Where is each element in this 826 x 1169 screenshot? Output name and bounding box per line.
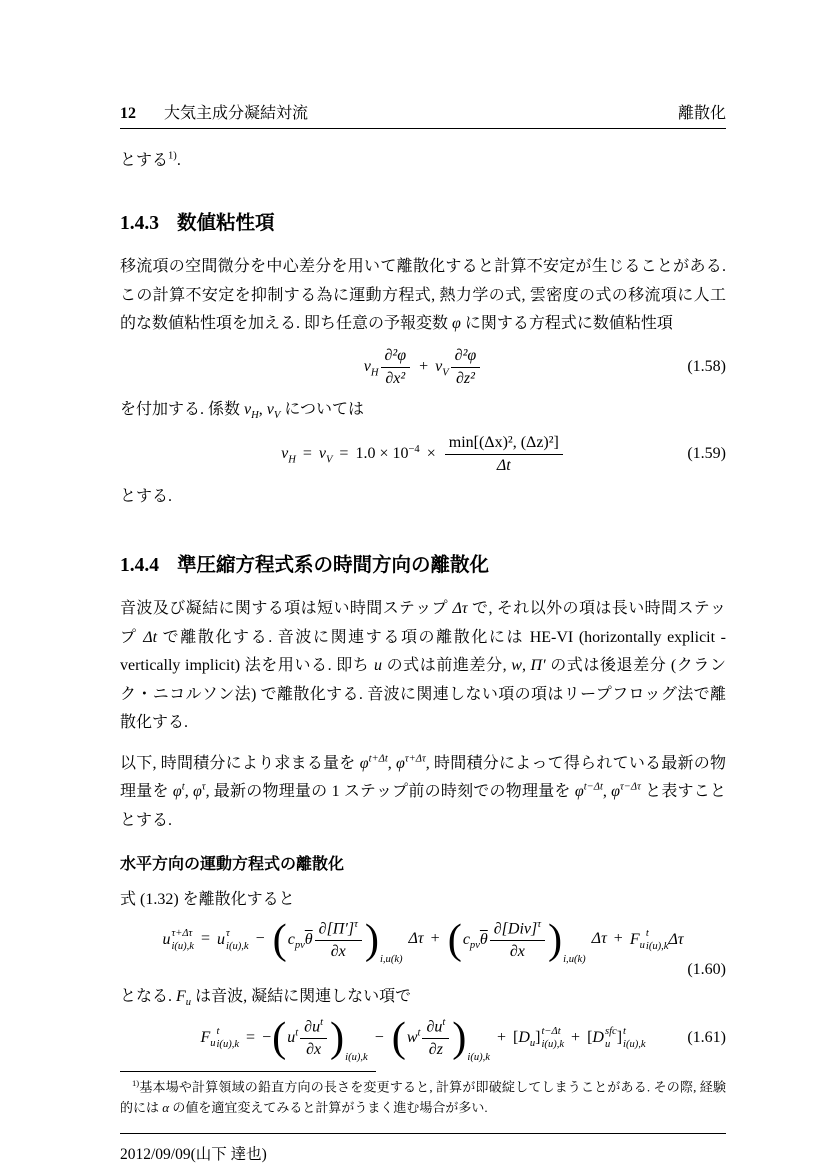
supsub — [226, 927, 249, 953]
math-token: pv — [469, 939, 480, 951]
math-token: i(u),k — [645, 940, 669, 952]
text-run: 基本場や計算領域の鉛直方向の長さを変更すると, 計算が即破綻してしまうことがある. その際, 経験的には — [120, 1079, 726, 1116]
math-token: ∂z — [428, 1041, 443, 1059]
math-token: −4 — [408, 443, 420, 455]
math-token: τ — [201, 781, 206, 793]
math-token: t — [295, 1027, 299, 1039]
equation-number: (1.59) — [687, 445, 726, 463]
math-token: τ+Δτ — [171, 927, 193, 939]
math-phi: φ — [452, 315, 461, 333]
math-token: t+Δt — [368, 753, 388, 765]
math-operator: + — [430, 930, 440, 948]
math-token: F — [200, 1028, 211, 1046]
math-token: ν — [318, 445, 326, 463]
subsection-heading: 水平方向の運動方程式の離散化 — [120, 856, 345, 874]
math-token: ν — [281, 445, 289, 463]
paragraph-before-160: 式 (1.32) を離散化すると — [120, 891, 295, 909]
text-run: , — [521, 657, 531, 675]
math-operator: = — [246, 1028, 256, 1046]
math-token: ∂[Π′] — [318, 919, 355, 937]
math-bracket: [ — [587, 1028, 593, 1046]
numerator — [490, 919, 545, 941]
math-token: u — [210, 1037, 216, 1049]
paragraph-before-161 — [120, 983, 726, 1013]
lead-line — [120, 147, 726, 175]
math-token: i(u),k — [171, 940, 194, 952]
text-run: , 最新の物理量の 1 ステップ前の時刻での物理量を — [205, 783, 575, 801]
header-chapter-title: 離散化 — [677, 105, 726, 122]
equation-1-61 — [120, 1014, 726, 1063]
math-token: i,u(k) — [379, 953, 403, 965]
fraction — [422, 1017, 449, 1059]
math-bracket: ] — [616, 1028, 623, 1046]
section-title: 数値粘性項 — [177, 212, 275, 235]
text-run: と表すこととする. — [120, 783, 726, 829]
math-token: u — [639, 939, 645, 951]
equation-number: (1.58) — [687, 358, 726, 376]
supsub — [217, 1025, 240, 1051]
math-token: ∂u — [304, 1018, 321, 1036]
equation-body: $F_u$ t i(u),k = $-(u^t$ $\frac{\partial u^t}{\partial x}$ )$_{i(u),k}- (w^t$ $\frac{\partial u^t}{\partial z}$ )$_{i(u),k}+ [D_u]$ t−Δt i(u),k + [D sfc u ] t i(u),k — [200, 1014, 646, 1063]
text-run: 以下, 時間積分により求まる量を — [120, 754, 360, 772]
math-token: ∂x² — [385, 369, 406, 387]
lead-text: とする — [120, 152, 169, 169]
math-operator: × — [426, 445, 436, 463]
math-token: i,u(k) — [563, 953, 586, 965]
math-token: φ — [574, 783, 584, 801]
math-token: Π′ — [530, 657, 546, 675]
text-run: の式は前進差分, — [381, 657, 512, 675]
text-run: , — [258, 400, 267, 418]
fraction — [300, 1017, 327, 1059]
math-token: u — [185, 997, 192, 1009]
math-token: ∂²φ — [381, 347, 411, 368]
text-run: で, それ以外の項は長い時間ステップ — [120, 600, 726, 646]
math-token: i(u),k — [541, 1039, 565, 1051]
math-token: i(u),k — [226, 940, 249, 952]
math-token: Δτ — [591, 930, 607, 948]
supsub — [623, 1025, 646, 1051]
section-title: 準圧縮方程式系の時間方向の離散化 — [177, 554, 490, 577]
supsub — [542, 1025, 565, 1051]
section-number: 1.4.3 — [120, 213, 159, 235]
footnote-reference: 1) — [168, 150, 177, 162]
equation-1-60 — [120, 915, 726, 965]
equation-number: (1.61) — [687, 1029, 726, 1047]
text-run: 音波及び凝結に関する項は短い時間ステップ — [120, 600, 453, 618]
math-token: Δt — [143, 628, 158, 646]
math-operator: = — [200, 930, 211, 948]
math-token: t — [181, 781, 185, 793]
footnote-rule — [120, 1071, 376, 1072]
text-run: の式は後退差分 (クランク・ニコルソン法) で離散化する. 音波に関連しない項の項はリープフロッグ法で離散化する. — [120, 657, 726, 732]
numerator — [422, 1017, 449, 1039]
math-token: F — [176, 987, 186, 1005]
fraction — [381, 347, 411, 388]
equation-number: (1.60) — [687, 960, 726, 978]
math-operator: − — [262, 1028, 272, 1046]
math-token: φ — [192, 783, 202, 801]
math-token: u — [162, 930, 171, 948]
math-token: sfc — [604, 1025, 617, 1037]
math-token: u — [604, 1039, 611, 1051]
paragraph-143-1 — [120, 253, 726, 338]
equation-body — [281, 434, 565, 475]
math-token: φ — [359, 754, 369, 772]
lead-period: . — [176, 152, 181, 169]
footer-date-author: 2012/09/09(山下 達也) — [120, 1146, 267, 1164]
footer-rule — [120, 1133, 726, 1134]
math-token: ν — [244, 400, 252, 418]
math-token: c — [287, 930, 295, 948]
math-token: u — [373, 657, 382, 675]
math-token: t — [417, 1027, 421, 1039]
footnote-mark: 1) — [132, 1078, 140, 1089]
math-token: H — [251, 410, 259, 422]
fraction — [451, 347, 481, 388]
math-token: w — [406, 1028, 418, 1046]
math-token: ν — [266, 400, 274, 418]
math-token: 1.0 × 10 — [355, 445, 409, 463]
numerator — [315, 919, 362, 941]
math-token: i(u),k — [467, 1051, 490, 1063]
math-token: φ — [172, 783, 182, 801]
text-run: , 時間積分によって得られている最新の物理量を — [120, 754, 726, 801]
math-token: F — [629, 930, 640, 948]
supsub — [171, 927, 194, 953]
numerator — [300, 1017, 327, 1039]
paragraph-144-1 — [120, 595, 726, 737]
supsub — [605, 1025, 617, 1051]
math-token: V — [325, 454, 333, 466]
text-run: に関する方程式に数値粘性項 — [460, 315, 673, 333]
paragraph-after-158 — [120, 396, 726, 426]
math-token: V — [442, 367, 449, 379]
section-number: 1.4.4 — [120, 555, 159, 577]
math-token: ∂x — [306, 1041, 322, 1059]
page-number: 12 — [120, 105, 136, 122]
math-token: H — [288, 454, 296, 466]
math-token: φ — [611, 783, 621, 801]
page-header — [120, 100, 726, 129]
text-run: , — [184, 783, 193, 801]
paragraph-144-2 — [120, 750, 726, 835]
paragraph-after-159: とする. — [120, 487, 173, 505]
text-run: , — [387, 754, 397, 772]
section-heading-144 — [120, 549, 726, 577]
math-token: ∂x — [330, 942, 346, 960]
math-operator: = — [302, 445, 312, 463]
math-operator: + — [571, 1028, 581, 1046]
math-token: Δt — [496, 456, 511, 474]
section-heading-143 — [120, 207, 726, 235]
math-token: i(u),k — [216, 1039, 240, 1051]
text-run: の値を適宜変えてみると計算がうまく進む場合が多い. — [169, 1100, 488, 1116]
math-token: τ−Δτ — [620, 781, 641, 793]
math-token: Δτ — [408, 930, 424, 948]
math-token: t — [442, 1016, 446, 1028]
math-token: t — [216, 1025, 220, 1037]
math-token: c — [462, 930, 470, 948]
math-token: i(u),k — [623, 1039, 646, 1051]
math-token: ∂x — [509, 942, 525, 960]
math-token: u — [529, 1037, 536, 1049]
math-operator: − — [255, 930, 265, 948]
math-token: φ — [396, 754, 405, 772]
math-token: t−Δt — [541, 1025, 561, 1037]
text-run: , — [602, 783, 612, 801]
math-token: Δτ — [668, 930, 684, 948]
math-operator: + — [613, 930, 623, 948]
math-operator: = — [339, 445, 349, 463]
math-token: τ+Δτ — [404, 753, 426, 765]
math-token: min[(Δx)², (Δz)²] — [445, 434, 563, 455]
math-alpha: α — [162, 1100, 170, 1116]
text-run: 移流項の空間微分を中心差分を用いて離散化すると計算不安定が生じることがある. この計算不安定を抑制する為に運動方程式, 熱力学の式, 雲密度の式の移流項に人工的な数値粘性項を加える. 即ち任意の予報変数 — [120, 258, 726, 333]
math-token: D — [592, 1028, 604, 1046]
math-token: w — [511, 657, 522, 675]
text-run: は音波, 凝結に関連しない項で — [191, 987, 412, 1005]
math-token: t — [320, 1016, 324, 1028]
math-operator: + — [496, 1028, 506, 1046]
math-token: τ — [226, 927, 230, 939]
equation-1-58 — [120, 347, 726, 388]
math-token: ν — [435, 358, 443, 376]
fraction — [445, 434, 563, 475]
math-theta-bar: $\overline{\theta}$ — [304, 930, 313, 948]
math-token: i(u),k — [345, 1051, 368, 1063]
math-token: ∂²φ — [451, 347, 481, 368]
math-token: pv — [294, 939, 305, 951]
math-token: τ — [354, 918, 358, 930]
fraction — [490, 919, 545, 961]
text-run: となる. — [120, 987, 177, 1005]
header-section-title: 大気主成分凝結対流 — [164, 105, 309, 122]
math-bracket: [ — [513, 1028, 519, 1046]
math-token: Δτ — [452, 600, 468, 618]
math-token: u — [217, 930, 226, 948]
text-run: で離散化する. 音波に関連する項の離散化には HE-VI (horizontally explicit - vertically implicit) 法を用いる. 即ち — [120, 628, 726, 675]
math-operator: − — [374, 1028, 384, 1046]
equation-body — [364, 347, 482, 388]
math-bracket: ] — [535, 1028, 541, 1046]
header-left — [120, 100, 308, 123]
supsub — [646, 927, 669, 953]
math-token: τ — [537, 918, 541, 930]
math-token: ∂z² — [455, 369, 475, 387]
math-token: ∂u — [426, 1018, 443, 1036]
equation-body: u τ+Δτ i(u),k = u τ i(u),k − ($c_{pv}\overline{\theta}$ $\frac{\partial[\Pi']^\tau}{\partial x}$ )$_{i,u(k)}\Delta\tau + (c_{pv}\overline{\theta}$ $\frac{\partial[Div]^\tau}{\partial x}$ )$_{i,u(k)}\Delta\tau + F_u$ t i(u),k Δτ — [162, 915, 684, 965]
text-run: を付加する. 係数 — [120, 400, 245, 418]
math-token: t — [623, 1025, 626, 1037]
text-run: については — [280, 400, 364, 418]
equation-1-59 — [120, 434, 726, 475]
math-theta-bar: $\overline{\theta}$ — [479, 930, 488, 948]
math-token: u — [287, 1028, 296, 1046]
math-token: t−Δt — [583, 781, 603, 793]
math-operator: + — [419, 358, 429, 376]
math-token: ∂[Div] — [493, 919, 538, 937]
fraction — [315, 919, 362, 961]
math-token: V — [273, 410, 281, 422]
footnote — [120, 1077, 726, 1119]
math-token: t — [645, 927, 649, 939]
math-token: D — [518, 1028, 530, 1046]
math-token: ν — [363, 358, 371, 376]
math-token: H — [370, 367, 379, 379]
